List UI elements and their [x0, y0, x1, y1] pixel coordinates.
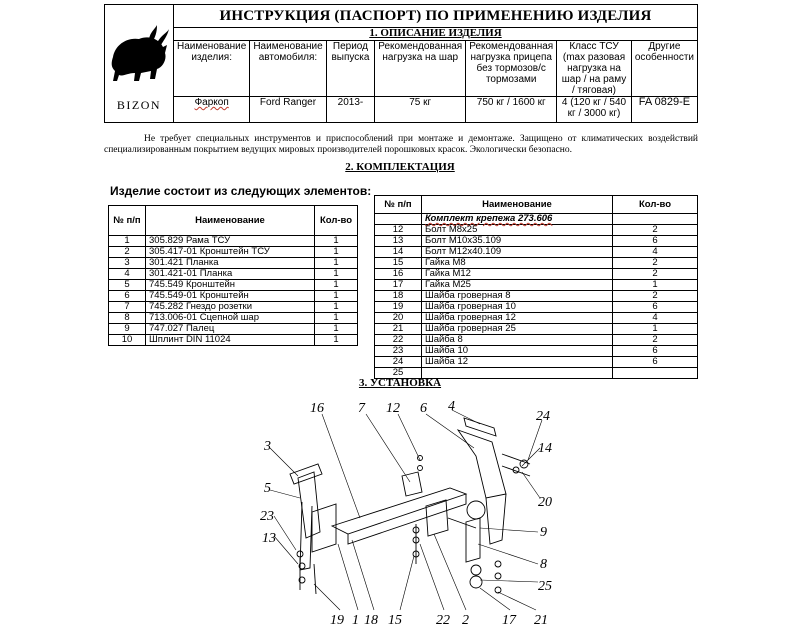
- col-header-vehicle: Наименование автомобиля:: [250, 41, 326, 97]
- rt-cell-name: Болт M12x40.109: [422, 247, 613, 258]
- rt-cell-name: Шайба 10: [422, 346, 613, 357]
- col-header-trailer-load: Рекомендованная нагрузка прицепа без тормозов/с тормозами: [466, 41, 557, 97]
- lt-cell-no: 8: [109, 313, 146, 324]
- lt-cell-qty: 1: [315, 236, 358, 247]
- rt-row: [375, 269, 698, 280]
- callout-20: 20: [538, 495, 552, 510]
- rt-row: [375, 302, 698, 313]
- rt-cell-no: 23: [375, 346, 422, 357]
- rt-cell-qty: 4: [613, 313, 698, 324]
- installation-diagram: [240, 394, 570, 634]
- lt-row: [109, 258, 358, 269]
- lt-cell-qty: 1: [315, 313, 358, 324]
- pin-shape: [448, 518, 476, 528]
- rt-cell-no: 21: [375, 324, 422, 335]
- lt-cell-no: 6: [109, 291, 146, 302]
- left-parts-body: [109, 236, 358, 346]
- callout-22: 22: [436, 613, 450, 628]
- lt-row: [109, 236, 358, 247]
- col-header-other: Другие особенности: [631, 41, 697, 97]
- rt-cell-no: 22: [375, 335, 422, 346]
- rt-cell-no: 18: [375, 291, 422, 302]
- lt-cell-name: 745.549-01 Кронштейн: [146, 291, 315, 302]
- bison-logo-icon: [105, 17, 173, 103]
- callout-24: 24: [536, 409, 550, 424]
- callout-12: 12: [386, 401, 400, 416]
- lt-row: [109, 302, 358, 313]
- callout-14: 14: [538, 441, 552, 456]
- lt-cell-name: Шплинт DIN 11024: [146, 335, 315, 346]
- value-trailer-load: 750 кг / 1600 кг: [466, 97, 557, 123]
- right-fasteners: [495, 454, 530, 593]
- rt-group-label: Комплект крепежа 273.606: [422, 214, 613, 225]
- rt-row: [375, 236, 698, 247]
- lt-cell-no: 7: [109, 302, 146, 313]
- lt-header-no: № п/п: [109, 206, 146, 236]
- col-header-item: Наименование изделия:: [174, 41, 250, 97]
- rt-cell-no: 17: [375, 280, 422, 291]
- lt-cell-name: 747.027 Палец: [146, 324, 315, 335]
- logo-text: BIZON: [116, 97, 162, 112]
- callout-2: 2: [462, 613, 469, 628]
- rt-cell-name: Гайка M25: [422, 280, 613, 291]
- value-ball-load: 75 кг: [375, 97, 466, 123]
- callout-17: 17: [502, 613, 516, 628]
- tow-ball-shape: [467, 501, 485, 519]
- lt-header-qty: Кол-во: [315, 206, 358, 236]
- rt-header-qty: Кол-во: [613, 196, 698, 214]
- lt-row: [109, 269, 358, 280]
- lt-cell-qty: 1: [315, 247, 358, 258]
- lt-cell-qty: 1: [315, 302, 358, 313]
- lt-cell-no: 10: [109, 335, 146, 346]
- receiver-box-shape: [426, 500, 448, 536]
- lt-row: [109, 324, 358, 335]
- rt-cell-no: 16: [375, 269, 422, 280]
- lt-cell-no: 4: [109, 269, 146, 280]
- rt-cell-name: Шайба 8: [422, 335, 613, 346]
- callout-labels: [260, 399, 552, 628]
- callout-13: 13: [262, 531, 276, 546]
- callout-25: 25: [538, 579, 552, 594]
- rt-cell-name: Болт M8x25: [422, 225, 613, 236]
- lt-cell-no: 3: [109, 258, 146, 269]
- rt-cell-name: Гайка M12: [422, 269, 613, 280]
- callout-23: 23: [260, 509, 274, 524]
- lt-cell-name: 301.421-01 Планка: [146, 269, 315, 280]
- rt-cell-name: Болт M10x35.109: [422, 236, 613, 247]
- right-parts-body: [375, 225, 698, 379]
- rt-row: [375, 225, 698, 236]
- lt-cell-name: 305.417-01 Кронштейн ТСУ: [146, 247, 315, 258]
- rt-cell-qty: 6: [613, 346, 698, 357]
- rt-cell-qty: 2: [613, 269, 698, 280]
- rt-row: [375, 335, 698, 346]
- lt-row: [109, 280, 358, 291]
- rt-header-no: № п/п: [375, 196, 422, 214]
- lt-cell-qty: 1: [315, 324, 358, 335]
- lt-cell-name: 745.282 Гнездо розетки: [146, 302, 315, 313]
- rt-cell-name: Шайба 12: [422, 357, 613, 368]
- rt-cell-no: 13: [375, 236, 422, 247]
- rt-cell-name: Шайба гроверная 8: [422, 291, 613, 302]
- rt-cell-name: Шайба гроверная 12: [422, 313, 613, 324]
- rt-cell-qty: 1: [613, 324, 698, 335]
- value-class: 4 (120 кг / 540 кг / 3000 кг): [557, 97, 632, 123]
- leader-lines: [270, 410, 542, 610]
- callout-7: 7: [358, 401, 365, 416]
- page-title: ИНСТРУКЦИЯ (ПАСПОРТ) ПО ПРИМЕНЕНИЮ ИЗДЕЛИЯ: [174, 5, 698, 28]
- rt-cell-name: Гайка M8: [422, 258, 613, 269]
- lt-cell-name: 745.549 Кронштейн: [146, 280, 315, 291]
- lt-cell-qty: 1: [315, 291, 358, 302]
- header-table: [104, 4, 698, 123]
- lt-cell-name: 305.829 Рама ТСУ: [146, 236, 315, 247]
- value-period: 2013-: [326, 97, 375, 123]
- lt-cell-no: 1: [109, 236, 146, 247]
- col-header-ball-load: Рекомендованная нагрузка на шар: [375, 41, 466, 97]
- rt-row: [375, 324, 698, 335]
- rt-row: [375, 346, 698, 357]
- rt-row: [375, 291, 698, 302]
- logo-cell: [105, 5, 174, 123]
- rt-cell-name: Шайба гроверная 25: [422, 324, 613, 335]
- lt-header-name: Наименование: [146, 206, 315, 236]
- rt-cell-no: 24: [375, 357, 422, 368]
- rt-cell-no: 12: [375, 225, 422, 236]
- lt-cell-name: 713.006-01 Сцепной шар: [146, 313, 315, 324]
- rt-row: [375, 247, 698, 258]
- lt-cell-qty: 1: [315, 335, 358, 346]
- rt-row: [375, 313, 698, 324]
- value-vehicle: Ford Ranger: [250, 97, 326, 123]
- lt-cell-name: 301.421 Планка: [146, 258, 315, 269]
- right-lower-bracket-shape: [486, 494, 506, 544]
- lt-cell-no: 5: [109, 280, 146, 291]
- col-header-class: Класс ТСУ (max разовая нагрузка на шар / на раму / тяговая): [557, 41, 632, 97]
- callout-5: 5: [264, 481, 271, 496]
- ball-mount-shape: [466, 518, 480, 562]
- rt-cell-qty: 2: [613, 291, 698, 302]
- callout-1: 1: [352, 613, 359, 628]
- rt-cell-qty: 2: [613, 225, 698, 236]
- lt-row: [109, 247, 358, 258]
- value-item: Фаркоп: [174, 97, 250, 123]
- section2-subtitle: Изделие состоит из следующих элементов:: [110, 184, 372, 198]
- callout-6: 6: [420, 401, 427, 416]
- rt-cell-qty: 2: [613, 335, 698, 346]
- note-text: Не требует специальных инструментов и приспособлений при монтаже и демонтаже. Защищено от климатических воздействий специализированным покрытием ведущих мировых производителей порошковых красок. Экологически безопасно.: [104, 134, 698, 155]
- section1-title: 1. ОПИСАНИЕ ИЗДЕЛИЯ: [174, 28, 698, 41]
- callout-16: 16: [310, 401, 324, 416]
- col-header-period: Период выпуска: [326, 41, 375, 97]
- plate-4-shape: [464, 418, 496, 436]
- rt-row: [375, 258, 698, 269]
- left-endplate-shape: [312, 504, 336, 552]
- lt-row: [109, 291, 358, 302]
- rt-cell-qty: 6: [613, 302, 698, 313]
- rt-cell-qty: 6: [613, 236, 698, 247]
- right-parts-table: [374, 195, 698, 379]
- rt-cell-qty: 2: [613, 258, 698, 269]
- callout-8: 8: [540, 557, 547, 572]
- callout-18: 18: [364, 613, 378, 628]
- rt-row: [375, 280, 698, 291]
- rt-cell-no: 15: [375, 258, 422, 269]
- rt-cell-no: 25: [375, 368, 422, 379]
- rt-cell-qty: 4: [613, 247, 698, 258]
- callout-19: 19: [330, 613, 344, 628]
- section2-title: 2. КОМПЛЕКТАЦИЯ: [345, 161, 455, 173]
- callout-21: 21: [534, 613, 548, 628]
- rt-row: [375, 357, 698, 368]
- lt-cell-no: 2: [109, 247, 146, 258]
- plate-3-shape: [290, 464, 322, 484]
- rt-cell-no: 19: [375, 302, 422, 313]
- rt-cell-qty: 1: [613, 280, 698, 291]
- rt-cell-no: 14: [375, 247, 422, 258]
- lt-row: [109, 313, 358, 324]
- rt-cell-qty: 6: [613, 357, 698, 368]
- lt-cell-qty: 1: [315, 280, 358, 291]
- left-parts-table: [108, 205, 358, 346]
- rt-cell-name: Шайба гроверная 10: [422, 302, 613, 313]
- left-fasteners: [297, 551, 316, 594]
- lt-cell-no: 9: [109, 324, 146, 335]
- section3-title: 3. УСТАНОВКА: [358, 377, 442, 389]
- right-bracket-shape: [458, 430, 506, 498]
- rt-header-name: Наименование: [422, 196, 613, 214]
- socket-bracket-shape: [402, 472, 422, 496]
- lt-row: [109, 335, 358, 346]
- callout-15: 15: [388, 613, 402, 628]
- diagram-parts: [290, 418, 530, 594]
- rt-cell-no: 20: [375, 313, 422, 324]
- callout-4: 4: [448, 399, 455, 414]
- callout-3: 3: [264, 439, 271, 454]
- value-other: FA 0829-E: [631, 97, 697, 123]
- lt-cell-qty: 1: [315, 258, 358, 269]
- lt-cell-qty: 1: [315, 269, 358, 280]
- callout-9: 9: [540, 525, 547, 540]
